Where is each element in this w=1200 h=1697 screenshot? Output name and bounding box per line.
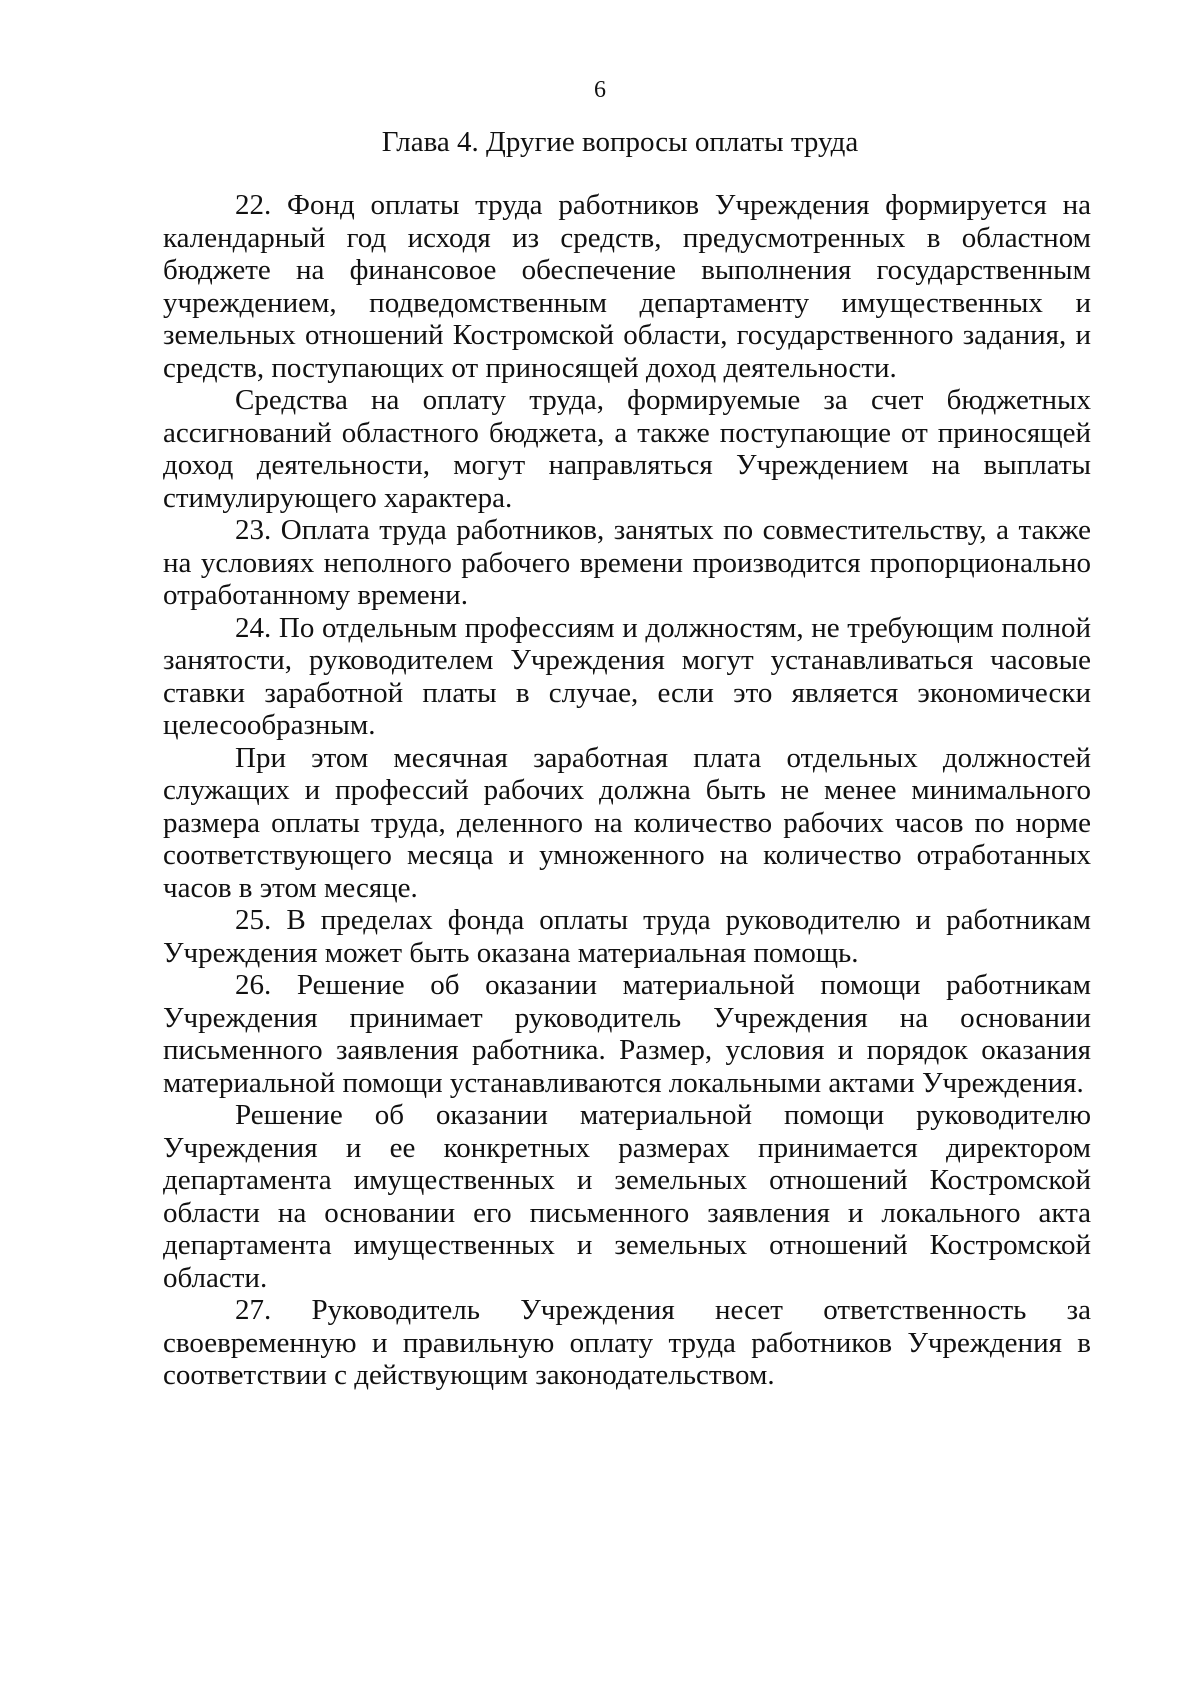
paragraph-23: 23. Оплата труда работников, занятых по совместительству, а также на условиях неполного рабочего времени производится пропорционально отработанному времени.: [163, 514, 1091, 611]
paragraph-27: 27. Руководитель Учреждения несет ответственность за своевременную и правильную оплату труда работников Учреждения в соответствии с действующим законодательством.: [163, 1294, 1091, 1391]
paragraph-24-monthly-salary: При этом месячная заработная плата отдельных должностей служащих и профессий рабочих должна быть не менее минимального размера оплаты труда, деленного на количество рабочих часов по норме соответствующего месяца и умноженного на количество отработанных часов в этом месяце.: [163, 741, 1091, 904]
paragraph-22: 22. Фонд оплаты труда работников Учреждения формируется на календарный год исходя из средств, предусмотренных в областном бюджете на финансовое обеспечение выполнения государственным учреждением, подведомственным департаменту имущественных и земельных отношений Костромской области, государственного задания, и средств, поступающих от приносящей доход деятельности.: [163, 189, 1091, 384]
paragraph-26-director-decision: Решение об оказании материальной помощи руководителю Учреждения и ее конкретных размерах принимается директором департамента имущественных и земельных отношений Костромской области на основании его письменного заявления и локального акта департамента имущественных и земельных отношений Костромской области.: [163, 1099, 1091, 1294]
document-body: [163, 189, 1091, 1392]
paragraph-25: 25. В пределах фонда оплаты труда руководителю и работникам Учреждения может быть оказана материальная помощь.: [163, 904, 1091, 969]
paragraph-24: 24. По отдельным профессиям и должностям, не требующим полной занятости, руководителем Учреждения могут устанавливаться часовые ставки заработной платы в случае, если это является экономически целесообразным.: [163, 611, 1091, 741]
paragraph-26: 26. Решение об оказании материальной помощи работникам Учреждения принимает руководитель Учреждения на основании письменного заявления работника. Размер, условия и порядок оказания материальной помощи устанавливаются локальными актами Учреждения.: [163, 969, 1091, 1099]
paragraph-22-funds: Средства на оплату труда, формируемые за счет бюджетных ассигнований областного бюджета, а также поступающие от приносящей доход деятельности, могут направляться Учреждением на выплаты стимулирующего характера.: [163, 384, 1091, 514]
chapter-title: Глава 4. Другие вопросы оплаты труда: [381, 126, 859, 158]
page-number: 6: [594, 77, 606, 103]
